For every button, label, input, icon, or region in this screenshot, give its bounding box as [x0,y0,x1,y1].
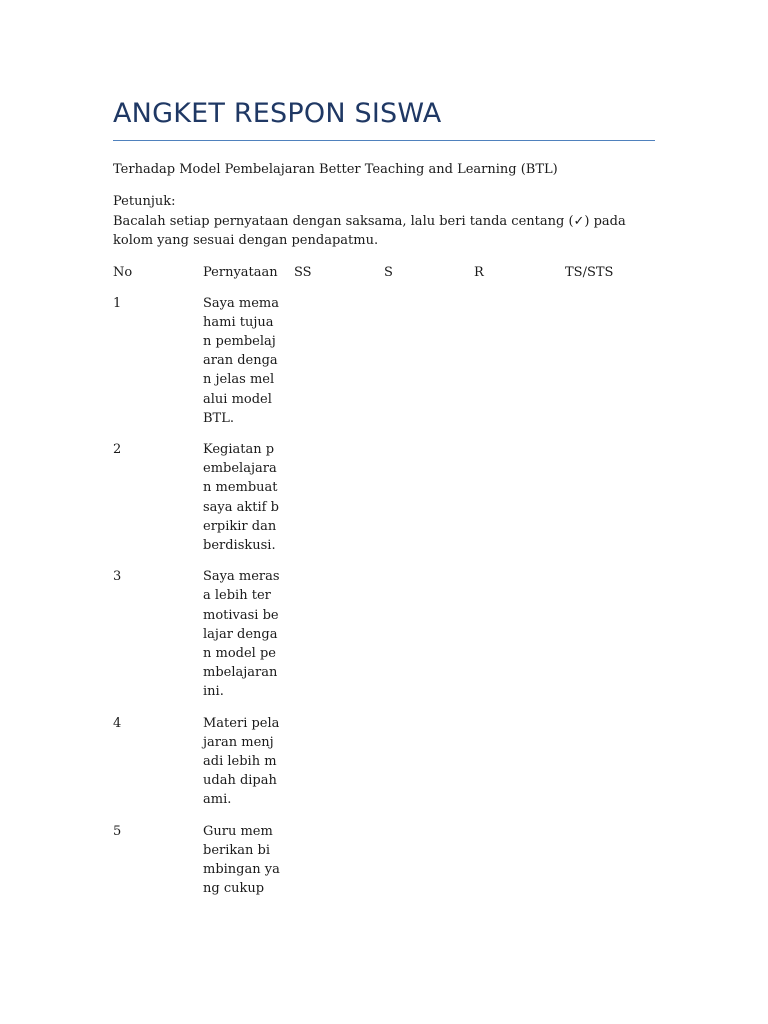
instructions-text: Bacalah setiap pernyataan dengan saksama, lalu beri tanda centang (✓) pada kolom yang sesuai dengan pendapatmu. [113,213,626,248]
table-row [113,294,655,428]
table-header-row [113,263,655,282]
document-page [113,96,655,910]
table-row [113,714,655,810]
row-number: 5 [113,823,122,839]
row-number: 4 [113,715,122,731]
header-s: S [384,264,393,280]
row-statement: Guru memberikan bimbingan yang cukup [203,823,280,897]
row-number: 3 [113,569,122,585]
header-ss: SS [294,264,312,280]
header-r: R [474,264,484,280]
table-row [113,567,655,701]
document-subtitle: Terhadap Model Pembelajaran Better Teaching and Learning (BTL) [113,162,558,177]
table-body [113,294,655,899]
document-title: ANGKET RESPON SISWA [113,96,655,141]
header-ts-sts: TS/STS [565,264,614,280]
instructions-block [113,192,655,251]
table-row [113,440,655,555]
row-statement: Materi pelajaran menjadi lebih mudah dipahami. [203,715,280,808]
header-statement: Pernyataan [203,264,278,280]
row-statement: Saya memahami tujuan pembelajaran dengan jelas melalui model BTL. [203,295,279,426]
instructions-label: Petunjuk: [113,194,176,209]
row-number: 2 [113,441,122,457]
row-statement: Kegiatan pembelajaran membuat saya aktif berpikir dan berdiskusi. [203,441,279,553]
header-no: No [113,264,133,280]
row-statement: Saya merasa lebih termotivasi belajar dengan model pembelajaran ini. [203,569,280,700]
row-number: 1 [113,295,122,311]
table-row [113,822,655,899]
